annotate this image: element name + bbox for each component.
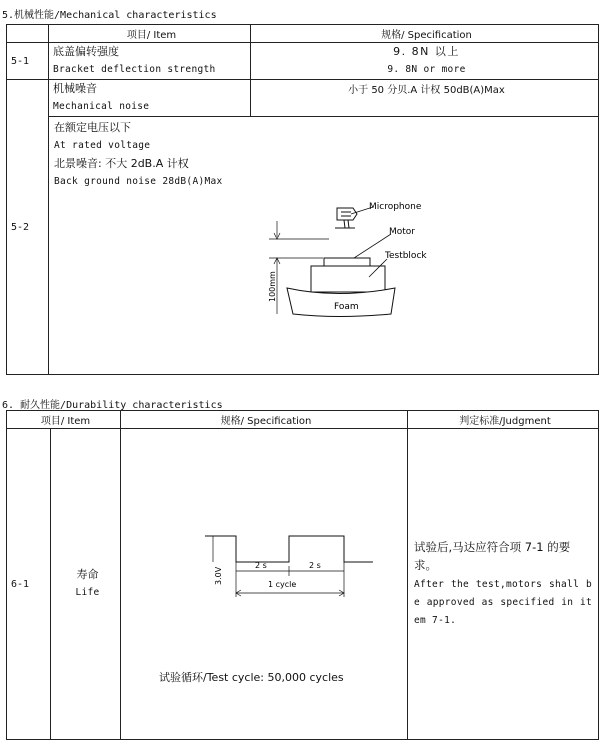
header-spec: 规格/ Specification <box>121 411 408 429</box>
spec-value: 小于 50 分贝.A 计权 50dB(A)Max <box>251 80 599 117</box>
judgment-cell <box>408 429 599 740</box>
item-name-en: Mechanical noise <box>53 101 150 112</box>
table-row <box>7 80 599 117</box>
durability-table <box>6 410 599 740</box>
test-condition-cell <box>49 117 599 375</box>
header-judgment: 判定标准/Judgment <box>408 411 599 429</box>
label-cycle: 1 cycle <box>268 580 297 589</box>
condition-voltage-cn: 在额定电压以下 <box>54 121 131 134</box>
label-microphone: Microphone <box>369 202 422 212</box>
item-no: 5-2 <box>7 80 49 375</box>
noise-test-diagram <box>49 117 597 375</box>
table-row <box>7 429 599 740</box>
item-name-cn: 底盖偏转强度 <box>53 45 119 58</box>
condition-noise-cn: 北景噪音: 不大 2dB.A 计权 <box>54 157 189 170</box>
item-name-cn: 寿命 <box>76 568 99 581</box>
table-header-row <box>7 411 599 429</box>
section5-title: 5.机械性能/Mechanical characteristics <box>2 10 217 21</box>
item-name-en: Life <box>75 587 100 598</box>
label-off-time: 2 s <box>309 561 321 570</box>
label-voltage: 3.0V <box>214 566 223 585</box>
table-row <box>7 43 599 80</box>
spec-value-en: 9. 8N or more <box>387 64 466 75</box>
spec-cell <box>121 429 408 740</box>
header-item: 项目/ Item <box>49 25 251 43</box>
header-spec: 规格/ Specification <box>251 25 599 43</box>
item-name-en: Bracket deflection strength <box>53 64 216 75</box>
judgment-cn: 试验后,马达应符合项 7-1 的要求。 <box>414 540 571 572</box>
table-row <box>7 117 599 375</box>
item-cell <box>49 43 251 80</box>
judgment-en: After the test,motors shall be approved as specified in item 7-1. <box>414 579 592 626</box>
item-no: 5-1 <box>7 43 49 80</box>
waveform-line <box>205 536 373 562</box>
item-cell <box>51 429 121 740</box>
label-foam: Foam <box>334 302 359 312</box>
label-on-time: 2 s <box>255 561 267 570</box>
motor-shape <box>324 258 370 266</box>
spec-value-cn: 9. 8N 以上 <box>393 45 460 58</box>
header-item: 项目/ Item <box>7 411 121 429</box>
item-no: 6-1 <box>7 429 51 740</box>
label-testblock: Testblock <box>385 251 427 261</box>
condition-noise-en: Back ground noise 28dB(A)Max <box>54 176 223 187</box>
section6-title: 6. 耐久性能/Durability characteristics <box>2 400 223 411</box>
spec-cell <box>251 43 599 80</box>
condition-voltage-en: At rated voltage <box>54 140 151 151</box>
label-motor: Motor <box>389 227 416 237</box>
mechanical-table <box>6 24 599 375</box>
label-distance: 100mm <box>268 271 277 302</box>
table-header-row <box>7 25 599 43</box>
cycle-waveform-diagram <box>121 429 408 629</box>
item-name-cn: 机械噪音 <box>53 82 97 95</box>
microphone-icon <box>335 208 357 228</box>
test-cycle-text: 试验循环/Test cycle: 50,000 cycles <box>159 671 344 684</box>
item-cell <box>49 80 251 117</box>
testblock-shape <box>311 266 385 292</box>
